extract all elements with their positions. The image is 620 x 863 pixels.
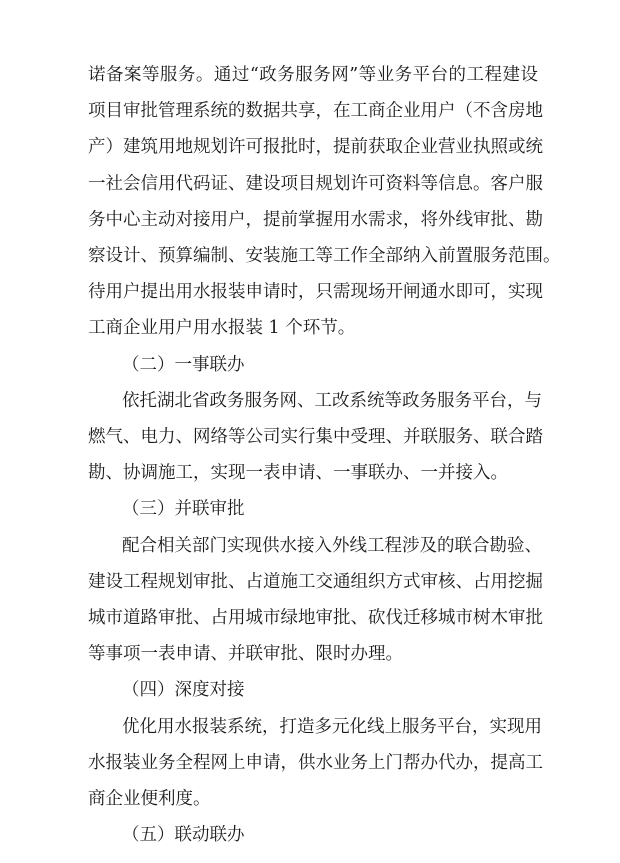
section-heading-3: （三）并联审批: [122, 499, 245, 520]
para1-line-3: 产）建筑用地规划许可报批时，提前获取企业营业执照或统: [88, 137, 543, 158]
section-heading-2: （二）一事联办: [122, 354, 245, 375]
para1-line-1: 诺备案等服务。通过“政务服务网”等业务平台的工程建设: [88, 65, 538, 85]
section-heading-5: （五）联动联办: [122, 825, 245, 846]
para3-line-2: 建设工程规划审批、占道施工交通组织方式审核、占用挖掘: [88, 571, 543, 592]
para1-line-6: 察设计、预算编制、安装施工等工作全部纳入前置服务范围。: [88, 246, 561, 266]
para1-line-2: 项目审批管理系统的数据共享，在工商企业用户（不含房地: [88, 101, 543, 122]
para4-line-2: 水报装业务全程网上申请，供水业务上门帮办代办，提高工: [88, 752, 543, 773]
para3-line-4: 等事项一表申请、并联审批、限时办理。: [88, 644, 403, 665]
section-heading-4: （四）深度对接: [122, 680, 245, 701]
para1-line-7: 待用户提出用水报装申请时，只需现场开闸通水即可，实现: [88, 282, 543, 303]
para1-line-4: 一社会信用代码证、建设项目规划许可资料等信息。客户服: [88, 173, 543, 194]
para2-line-2: 燃气、电力、网络等公司实行集中受理、并联服务、联合踏: [88, 427, 543, 447]
para2-line-1: 依托湖北省政务服务网、工改系统等政务服务平台，与: [122, 390, 542, 411]
para3-line-1: 配合相关部门实现供水接入外线工程涉及的联合勘验、: [122, 535, 542, 556]
para2-line-3: 勘、协调施工，实现一表申请、一事联办、一并接入。: [88, 463, 508, 484]
para3-line-3: 城市道路审批、占用城市绿地审批、砍伐迁移城市树木审批: [88, 608, 543, 628]
para1-line-8: 工商企业用户用水报装 1 个环节。: [88, 318, 356, 339]
para4-line-3: 商企业便利度。: [88, 789, 211, 809]
para1-line-5: 务中心主动对接用户，提前掌握用水需求，将外线审批、勘: [88, 209, 543, 230]
para4-line-1: 优化用水报装系统，打造多元化线上服务平台，实现用: [122, 716, 542, 737]
